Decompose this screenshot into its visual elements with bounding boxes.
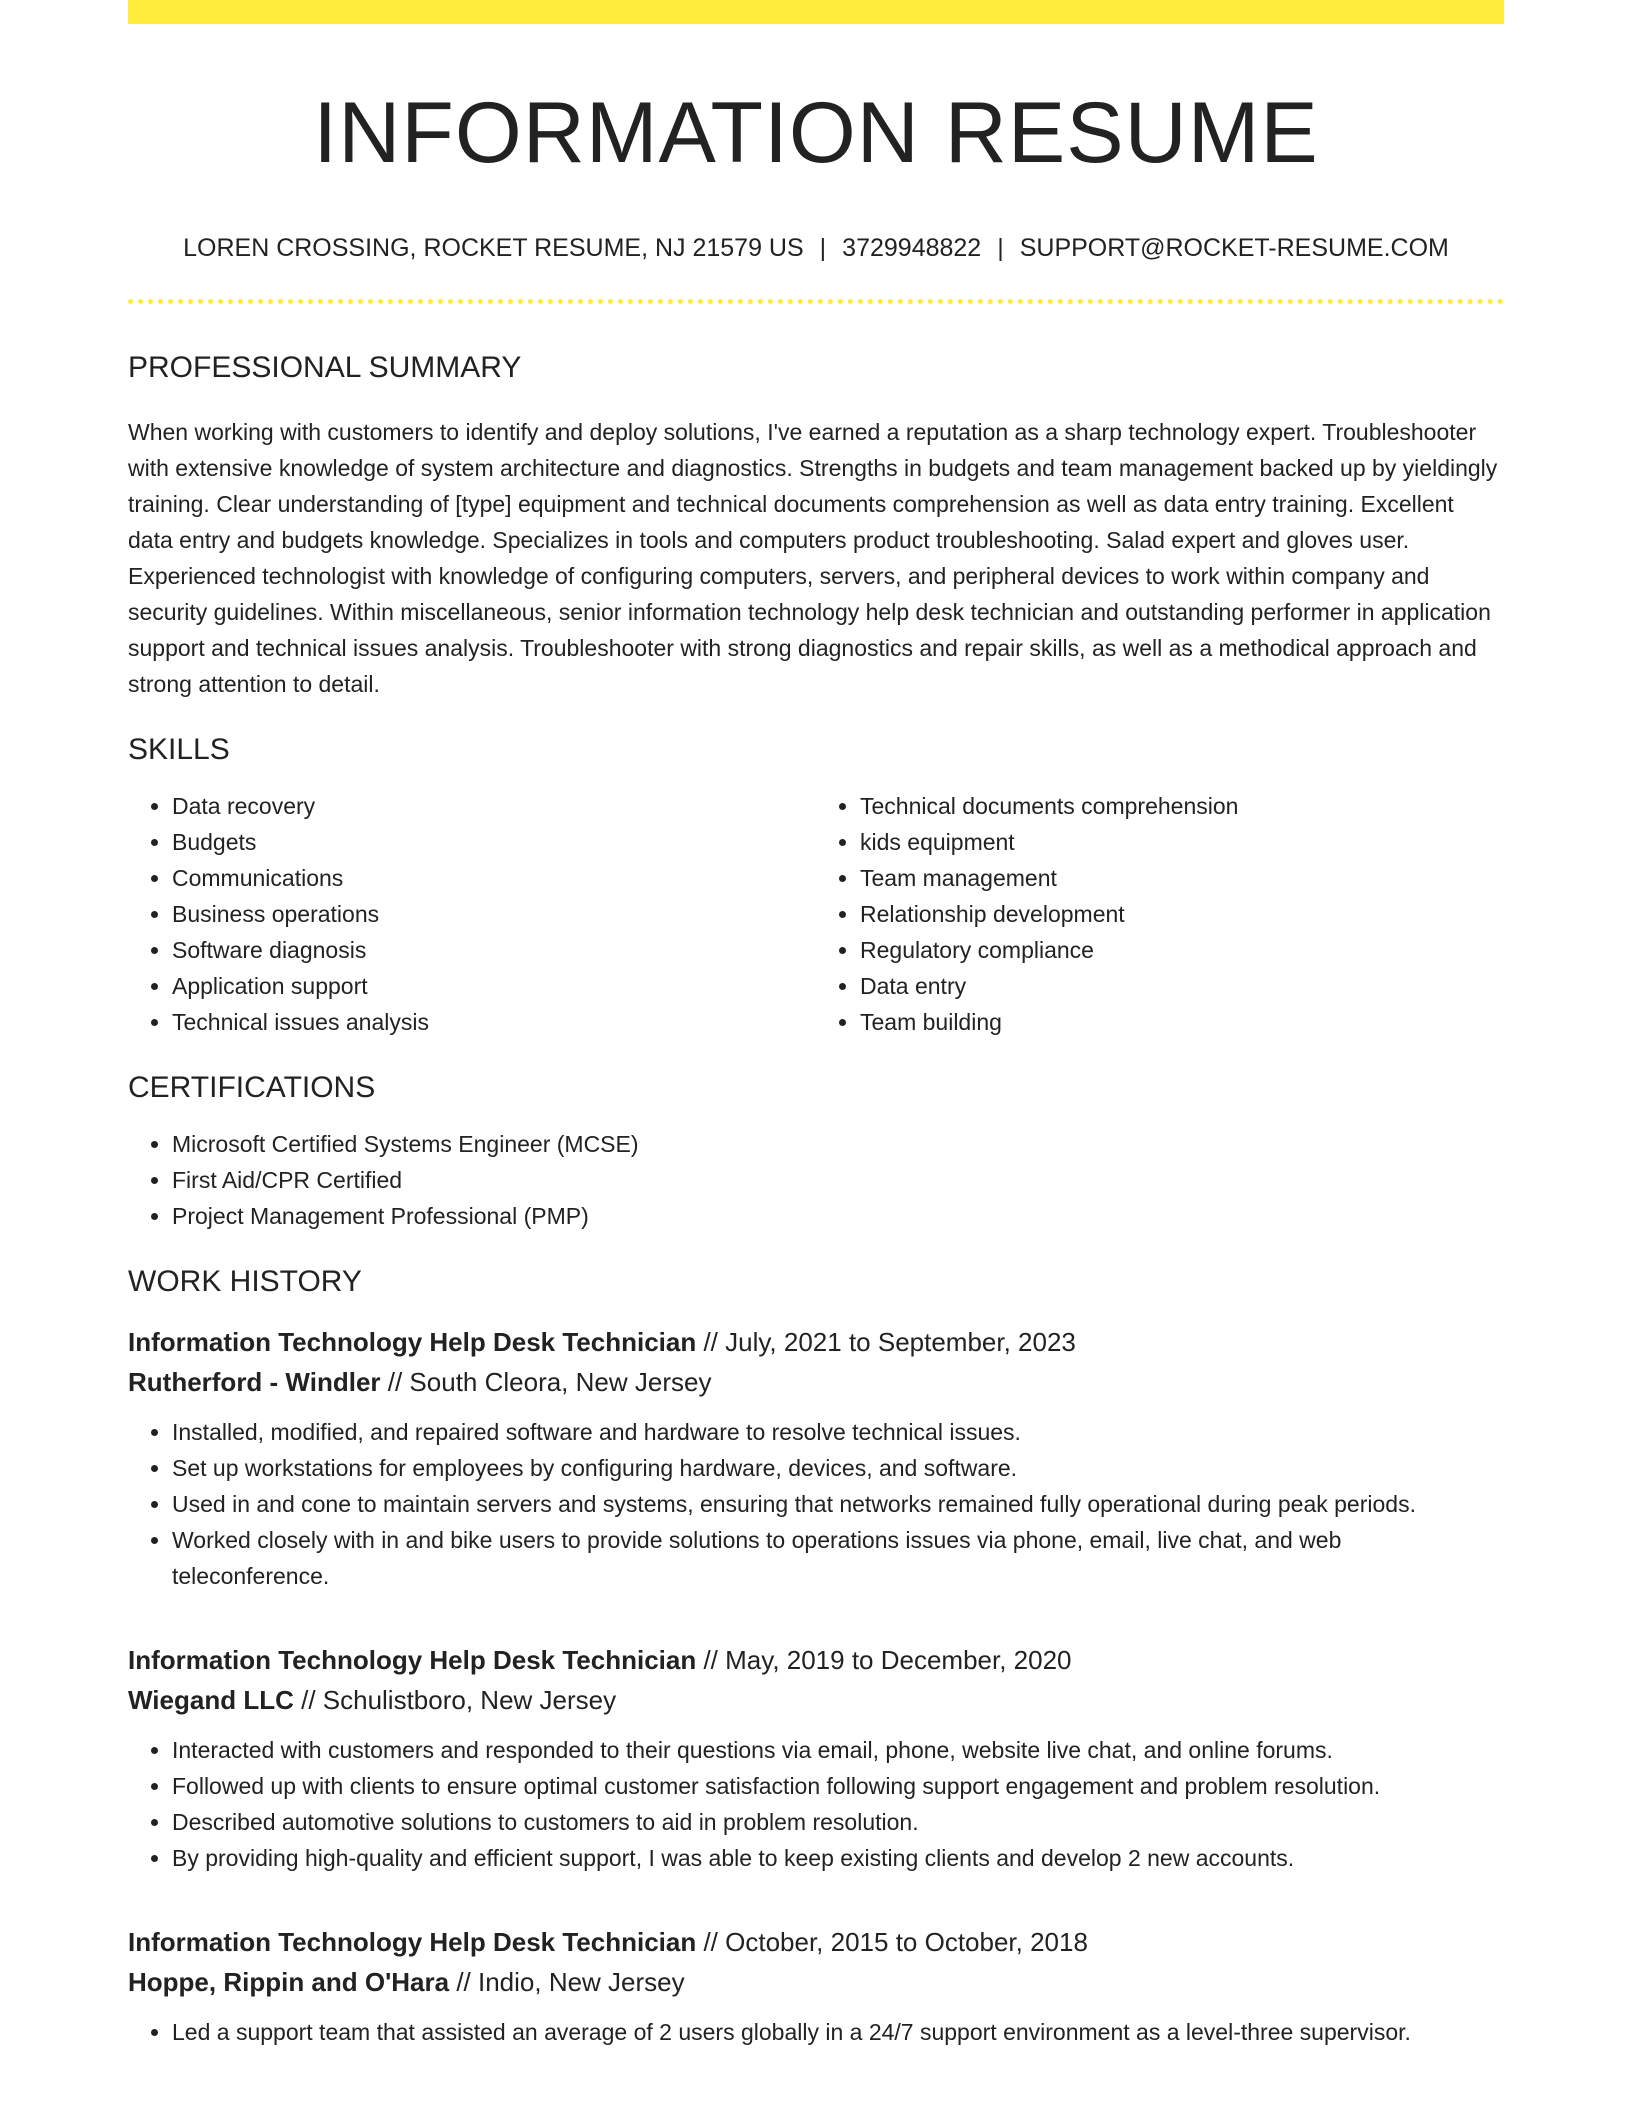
job-title-line: [128, 1640, 1504, 1680]
job-bullet: • Led a support team that assisted an average of 2 users globally in a 24/7 support environment as a level-three supervisor.: [172, 2014, 1504, 2050]
skills-right-column: [816, 788, 1504, 1040]
skill-item: • Relationship development: [860, 896, 1504, 932]
skill-item: • Software diagnosis: [172, 932, 816, 968]
certifications-heading: CERTIFICATIONS: [128, 1070, 376, 1104]
certification-item: • Project Management Professional (PMP): [172, 1198, 1504, 1234]
job-company: Rutherford - Windler: [128, 1366, 381, 1397]
job-company-line: [128, 1362, 1504, 1402]
job-title: Information Technology Help Desk Technician: [128, 1926, 697, 1957]
job-entry: [128, 1640, 1504, 1876]
skill-item: • Business operations: [172, 896, 816, 932]
job-bullets: [128, 2014, 1504, 2050]
job-entry: [128, 1322, 1504, 1594]
job-company: Wiegand LLC: [128, 1684, 294, 1715]
job-bullet: • By providing high-quality and efficient support, I was able to keep existing clients and develop 2 new accounts.: [172, 1840, 1504, 1876]
job-bullets: [128, 1414, 1504, 1594]
skills-heading: SKILLS: [128, 732, 230, 766]
top-accent-bar: [128, 0, 1504, 24]
skill-item: • Team management: [860, 860, 1504, 896]
job-bullet: • Interacted with customers and responded to their questions via email, phone, website live chat, and online forums.: [172, 1732, 1504, 1768]
job-bullet: • Described automotive solutions to customers to aid in problem resolution.: [172, 1804, 1504, 1840]
skill-item: • Application support: [172, 968, 816, 1004]
job-company-line: [128, 1962, 1504, 2002]
job-company: Hoppe, Rippin and O'Hara: [128, 1966, 450, 1997]
job-bullet: • Used in and cone to maintain servers and systems, ensuring that networks remained fully operational during peak periods.: [172, 1486, 1504, 1522]
skill-item: • kids equipment: [860, 824, 1504, 860]
summary-text: When working with customers to identify and deploy solutions, I've earned a reputation as a sharp technology expert. Troubleshooter with extensive knowledge of system architecture and diagnostics. Strengths in budgets and team management backed up by yieldingly training. Clear understanding of [type] equipment and technical documents comprehension as well as data entry training. Excellent data entry and budgets knowledge. Specializes in tools and computers product troubleshooting. Salad expert and gloves user. Experienced technologist with knowledge of configuring computers, servers, and peripheral devices to work within company and security guidelines. Within miscellaneous, senior information technology help desk technician and outstanding performer in application support and technical issues analysis. Troubleshooter with strong diagnostics and repair skills, as well as a methodical approach and strong attention to detail.: [128, 418, 1498, 697]
contact-line: [128, 233, 1504, 263]
job-dates: // July, 2021 to September, 2023: [696, 1326, 1076, 1357]
job-company-line: [128, 1680, 1504, 1720]
skills-left-column: [128, 788, 816, 1040]
job-title-line: [128, 1322, 1504, 1362]
work-history-heading: WORK HISTORY: [128, 1264, 362, 1298]
skill-item: • Communications: [172, 860, 816, 896]
contact-separator: |: [819, 233, 827, 262]
skill-item: • Technical documents comprehension: [860, 788, 1504, 824]
skill-item: • Regulatory compliance: [860, 932, 1504, 968]
certification-item: • Microsoft Certified Systems Engineer (MCSE): [172, 1126, 1504, 1162]
skill-item: • Technical issues analysis: [172, 1004, 816, 1040]
job-location: // Indio, New Jersey: [449, 1966, 685, 1997]
job-location: // Schulistboro, New Jersey: [293, 1684, 617, 1715]
skill-item: • Data entry: [860, 968, 1504, 1004]
resume-title: INFORMATION RESUME: [313, 85, 1319, 181]
dotted-divider: [128, 299, 1504, 304]
summary-heading: PROFESSIONAL SUMMARY: [128, 350, 522, 384]
resume-page: [128, 0, 1504, 2050]
job-dates: // October, 2015 to October, 2018: [696, 1926, 1088, 1957]
skill-item: • Team building: [860, 1004, 1504, 1040]
skills-list: [128, 788, 1504, 1040]
job-title: Information Technology Help Desk Technician: [128, 1644, 697, 1675]
job-location: // South Cleora, New Jersey: [380, 1366, 712, 1397]
skill-item: • Budgets: [172, 824, 816, 860]
certification-item: • First Aid/CPR Certified: [172, 1162, 1504, 1198]
job-bullet: • Installed, modified, and repaired software and hardware to resolve technical issues.: [172, 1414, 1504, 1450]
job-bullets: [128, 1732, 1504, 1876]
job-dates: // May, 2019 to December, 2020: [696, 1644, 1072, 1675]
contact-address: LOREN CROSSING, ROCKET RESUME, NJ 21579 US: [183, 233, 804, 262]
job-bullet: • Set up workstations for employees by configuring hardware, devices, and software.: [172, 1450, 1504, 1486]
job-title: Information Technology Help Desk Technician: [128, 1326, 697, 1357]
job-bullet: • Worked closely with in and bike users to provide solutions to operations issues via phone, email, live chat, and web teleconference.: [172, 1522, 1504, 1594]
job-entry: [128, 1922, 1504, 2050]
skill-item: • Data recovery: [172, 788, 816, 824]
job-title-line: [128, 1922, 1504, 1962]
certifications-list: [128, 1126, 1504, 1234]
job-bullet: • Followed up with clients to ensure optimal customer satisfaction following support engagement and problem resolution.: [172, 1768, 1504, 1804]
contact-email: SUPPORT@ROCKET-RESUME.COM: [1019, 233, 1449, 262]
contact-phone: 3729948822: [842, 233, 982, 262]
contact-separator: |: [997, 233, 1004, 262]
